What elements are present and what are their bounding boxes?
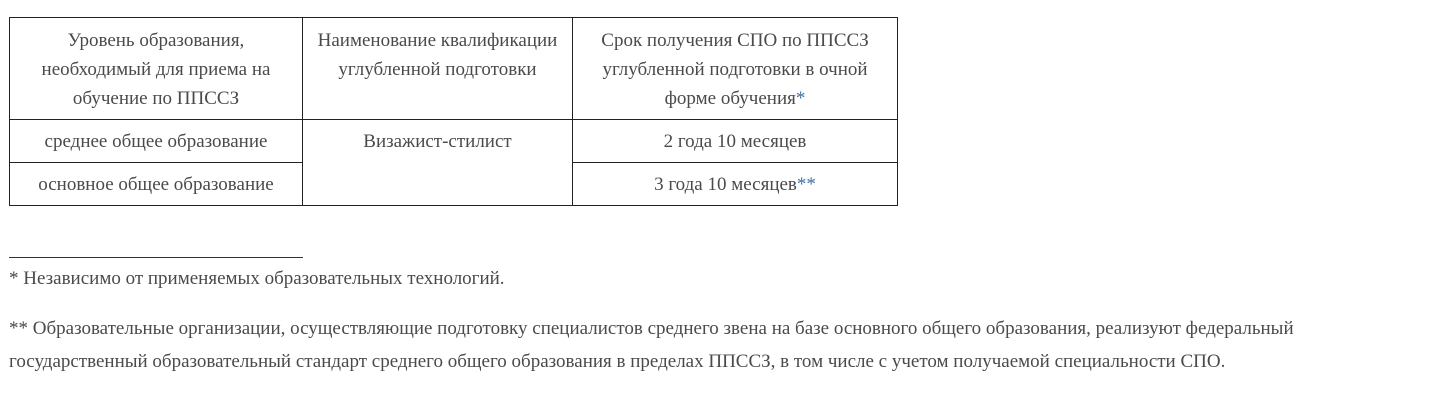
cell-qualification: Визажист-стилист bbox=[303, 120, 573, 206]
footnote-link-1[interactable]: * bbox=[795, 88, 806, 109]
footnote-1: * Независимо от применяемых образовательных технологий. bbox=[9, 268, 505, 289]
footnote-separator bbox=[9, 257, 303, 258]
cell-education-level: основное общее образование bbox=[10, 163, 303, 206]
education-term-table bbox=[9, 17, 898, 206]
table-header-row bbox=[10, 18, 898, 120]
cell-education-level: среднее общее образование bbox=[10, 120, 303, 163]
header-qualification-name: Наименование квалификации углубленной подготовки bbox=[303, 18, 573, 120]
footnote-link-2[interactable]: ** bbox=[796, 174, 816, 195]
header-education-level: Уровень образования, необходимый для приема на обучение по ППССЗ bbox=[10, 18, 303, 120]
cell-study-term: 2 года 10 месяцев bbox=[573, 120, 898, 163]
cell-study-term: 3 года 10 месяцев** bbox=[573, 163, 898, 206]
table-row bbox=[10, 120, 898, 163]
header-study-term: Срок получения СПО по ППССЗ углубленной подготовки в очной форме обучения* bbox=[573, 18, 898, 120]
footnote-2: ** Образовательные организации, осуществляющие подготовку специалистов среднего звена на базе основного общего образования, реализуют федеральный государственный образовательный стандарт среднего общего образования в пределах ППССЗ, в том числе с учетом получаемой специальности СПО. bbox=[9, 318, 1294, 372]
document-body bbox=[9, 17, 1439, 378]
